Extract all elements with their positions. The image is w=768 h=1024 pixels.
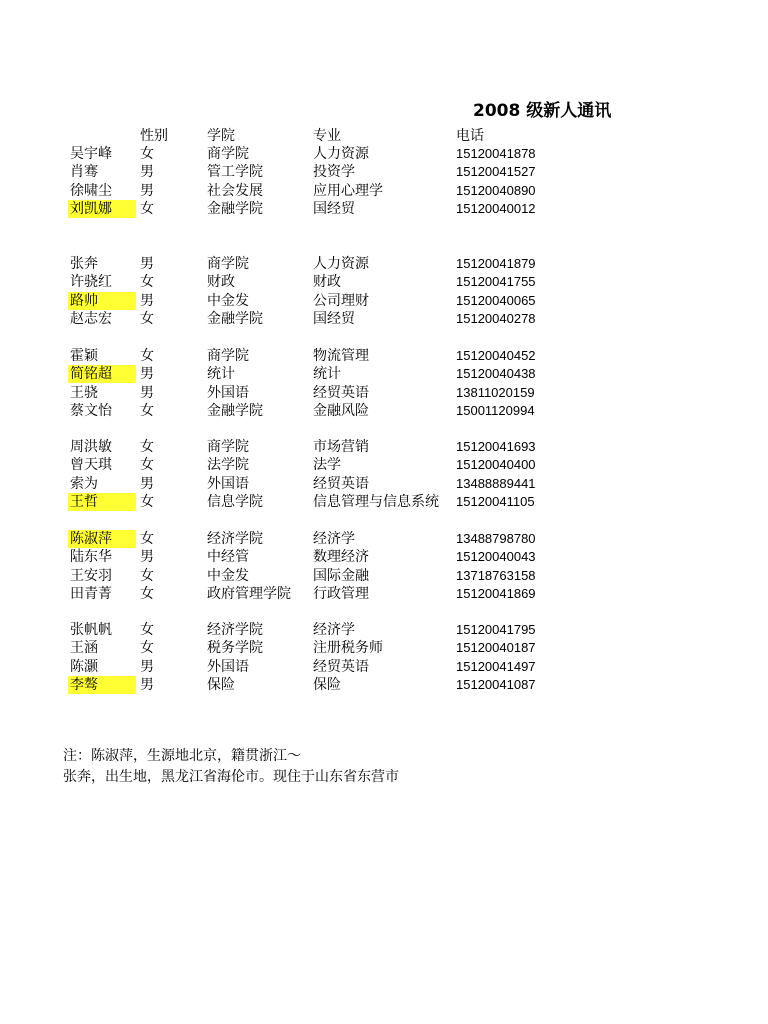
cell-phone: 13488798780 [456, 531, 536, 546]
cell-phone: 15120040890 [456, 182, 536, 198]
cell-gender: 女 [140, 274, 154, 291]
cell-phone: 15120041755 [456, 274, 536, 290]
table-row [0, 310, 768, 328]
table-row [0, 475, 768, 493]
cell-name: 王涵 [70, 640, 98, 657]
cell-gender: 女 [140, 311, 154, 328]
cell-phone: 15120041105 [456, 494, 535, 510]
cell-name: 陈淑萍 [68, 530, 136, 548]
cell-major: 经贸英语 [313, 384, 369, 401]
cell-phone: 15120041795 [456, 622, 536, 637]
cell-phone: 15120040187 [456, 640, 536, 656]
cell-name: 张奔 [70, 256, 98, 272]
cell-gender: 男 [140, 677, 154, 694]
cell-college: 外国语 [207, 475, 249, 492]
cell-college: 统计 [207, 366, 235, 383]
cell-college: 商学院 [207, 348, 249, 364]
table-row [0, 273, 768, 291]
cell-major: 数理经济 [313, 549, 369, 566]
table-row [0, 402, 768, 420]
table-row [0, 365, 768, 383]
cell-college: 社会发展 [207, 182, 263, 199]
cell-phone: 15120041527 [456, 164, 536, 180]
cell-name: 张帆帆 [70, 622, 112, 638]
cell-name: 田青菁 [70, 586, 112, 603]
table-row [0, 456, 768, 474]
cell-major: 行政管理 [313, 586, 369, 603]
table-row [0, 676, 768, 694]
cell-major: 经济学 [313, 531, 355, 547]
cell-name: 许骁红 [70, 274, 112, 291]
cell-gender: 女 [140, 640, 154, 657]
cell-major: 国经贸 [313, 311, 355, 328]
cell-major: 投资学 [313, 164, 355, 181]
cell-college: 商学院 [207, 439, 249, 455]
cell-name: 陆东华 [70, 549, 112, 566]
cell-name: 王哲 [68, 493, 136, 511]
cell-major: 保险 [313, 677, 341, 694]
cell-name: 赵志宏 [70, 311, 112, 328]
cell-major: 统计 [313, 366, 341, 383]
cell-gender: 男 [140, 292, 154, 309]
cell-gender: 女 [140, 622, 154, 638]
cell-major: 法学 [313, 457, 341, 474]
table-row [0, 658, 768, 676]
cell-college: 信息学院 [207, 494, 263, 511]
table-row [0, 347, 768, 365]
cell-gender: 男 [140, 549, 154, 566]
header-phone: 电话 [456, 128, 484, 144]
cell-major: 注册税务师 [313, 640, 383, 657]
cell-name: 霍颖 [70, 348, 98, 364]
cell-name: 刘凯娜 [68, 200, 136, 218]
cell-phone: 15001120994 [456, 403, 535, 419]
cell-college: 政府管理学院 [207, 586, 291, 603]
cell-phone: 15120041497 [456, 658, 536, 674]
cell-phone: 15120040438 [456, 366, 536, 382]
cell-gender: 女 [140, 201, 154, 218]
cell-major: 人力资源 [313, 146, 369, 162]
cell-gender: 女 [140, 586, 154, 603]
cell-phone: 15120041087 [456, 677, 536, 693]
cell-college: 经济学院 [207, 622, 263, 638]
cell-phone: 15120041869 [456, 586, 536, 602]
cell-college: 金融学院 [207, 403, 263, 420]
cell-major: 财政 [313, 274, 341, 291]
cell-phone: 13718763158 [456, 567, 536, 583]
cell-major: 应用心理学 [313, 182, 383, 199]
cell-gender: 女 [140, 439, 154, 455]
cell-gender: 男 [140, 475, 154, 492]
table-row [0, 145, 768, 163]
table-row [0, 567, 768, 585]
cell-college: 金融学院 [207, 201, 263, 218]
cell-gender: 女 [140, 567, 154, 584]
cell-major: 人力资源 [313, 256, 369, 272]
cell-name: 索为 [70, 475, 98, 492]
cell-phone: 15120040400 [456, 457, 536, 473]
cell-college: 法学院 [207, 457, 249, 474]
cell-college: 经济学院 [207, 531, 263, 547]
cell-phone: 13811020159 [456, 384, 535, 400]
cell-college: 商学院 [207, 146, 249, 162]
cell-major: 金融风险 [313, 403, 369, 420]
header-college: 学院 [207, 128, 235, 144]
cell-gender: 男 [140, 366, 154, 383]
table-row [0, 292, 768, 310]
cell-name: 曾天琪 [70, 457, 112, 474]
cell-phone: 15120040452 [456, 348, 536, 363]
cell-college: 管工学院 [207, 164, 263, 181]
cell-phone: 15120041879 [456, 256, 536, 271]
cell-major: 物流管理 [313, 348, 369, 364]
note-line-2: 张奔，出生地，黑龙江省海伦市。现住于山东省东营市 [63, 769, 399, 785]
cell-gender: 女 [140, 146, 154, 162]
cell-college: 税务学院 [207, 640, 263, 657]
table-row [0, 384, 768, 402]
cell-major: 经贸英语 [313, 475, 369, 492]
cell-major: 经贸英语 [313, 658, 369, 675]
table-row [0, 585, 768, 603]
cell-college: 外国语 [207, 658, 249, 675]
cell-name: 王骁 [70, 384, 98, 401]
cell-name: 蔡文怡 [70, 403, 112, 420]
table-row [0, 438, 768, 456]
cell-gender: 女 [140, 457, 154, 474]
cell-phone: 15120040065 [456, 292, 536, 308]
cell-name: 徐啸尘 [70, 182, 112, 199]
table-row [0, 530, 768, 548]
cell-college: 保险 [207, 677, 235, 694]
cell-major: 国经贸 [313, 201, 355, 218]
header-gender: 性别 [140, 128, 168, 144]
cell-phone: 15120040043 [456, 549, 536, 565]
cell-major: 公司理财 [313, 292, 369, 309]
cell-gender: 女 [140, 348, 154, 364]
cell-phone: 15120040012 [456, 201, 536, 217]
cell-major: 经济学 [313, 622, 355, 638]
cell-phone: 15120041878 [456, 146, 536, 161]
table-row [0, 548, 768, 566]
cell-college: 商学院 [207, 256, 249, 272]
cell-college: 中经管 [207, 549, 249, 566]
cell-name: 李骜 [68, 676, 136, 694]
cell-college: 中金发 [207, 567, 249, 584]
cell-college: 金融学院 [207, 311, 263, 328]
table-header-row [0, 127, 768, 145]
cell-name: 路帅 [68, 292, 136, 310]
cell-name: 王安羽 [70, 567, 112, 584]
cell-major: 国际金融 [313, 567, 369, 584]
page-title: 2008 级新人通讯 [473, 101, 612, 121]
cell-phone: 15120040278 [456, 311, 536, 327]
cell-name: 简铭超 [68, 365, 136, 383]
cell-gender: 男 [140, 164, 154, 181]
cell-gender: 男 [140, 384, 154, 401]
cell-gender: 女 [140, 494, 154, 511]
cell-name: 陈灏 [70, 658, 98, 675]
cell-gender: 男 [140, 658, 154, 675]
cell-name: 周洪敏 [70, 439, 112, 455]
cell-major: 市场营销 [313, 439, 369, 455]
cell-phone: 13488889441 [456, 475, 536, 491]
table-row [0, 182, 768, 200]
table-row [0, 493, 768, 511]
header-major: 专业 [313, 128, 341, 144]
cell-gender: 女 [140, 403, 154, 420]
cell-name: 肖骞 [70, 164, 98, 181]
cell-college: 财政 [207, 274, 235, 291]
cell-college: 外国语 [207, 384, 249, 401]
table-row [0, 639, 768, 657]
cell-phone: 15120041693 [456, 439, 536, 454]
cell-gender: 女 [140, 531, 154, 547]
table-row [0, 163, 768, 181]
table-row [0, 255, 768, 273]
cell-college: 中金发 [207, 292, 249, 309]
table-row [0, 200, 768, 218]
cell-gender: 男 [140, 256, 154, 272]
cell-major: 信息管理与信息系统 [313, 494, 439, 511]
table-row [0, 621, 768, 639]
note-line-1: 注：陈淑萍，生源地北京，籍贯浙江～ [63, 748, 301, 764]
cell-gender: 男 [140, 182, 154, 199]
cell-name: 吴宇峰 [70, 146, 112, 162]
